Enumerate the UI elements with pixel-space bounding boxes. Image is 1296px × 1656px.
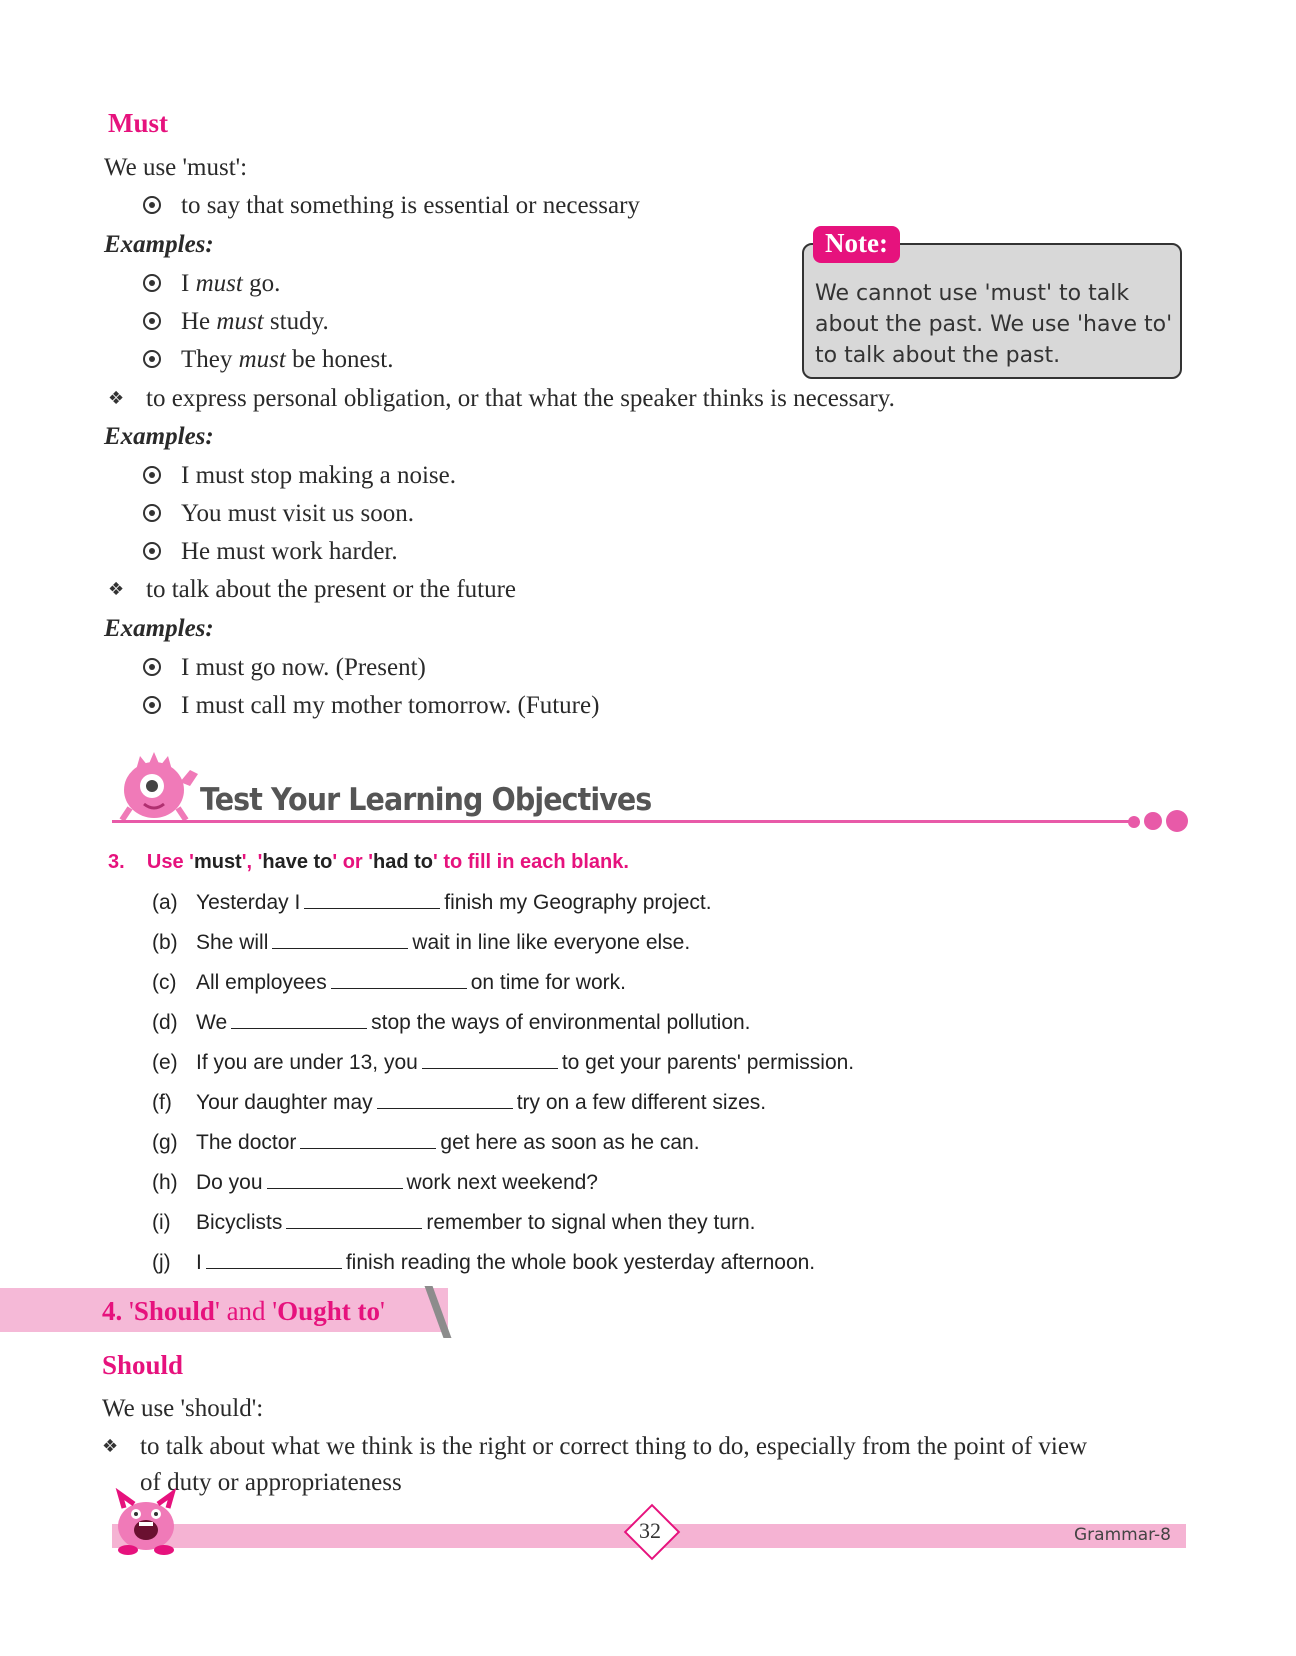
circle-bullet-icon xyxy=(143,196,161,214)
exercise-item: (c) All employees on time for work. xyxy=(152,971,626,994)
examples-label-2: Examples: xyxy=(104,423,214,450)
example-item: They must be honest. xyxy=(143,346,393,374)
example-item: He must work harder. xyxy=(143,538,398,566)
section-title: 4. 'Should' and 'Ought to' xyxy=(102,1296,385,1326)
diamond-bullet-icon: ❖ xyxy=(108,578,125,600)
fill-blank[interactable] xyxy=(272,930,408,949)
must-heading: Must xyxy=(108,108,168,138)
exercise-item: (e) If you are under 13, you to get your parents' permission. xyxy=(152,1051,855,1074)
decor-dot xyxy=(1128,816,1140,828)
exercise-instruction: 3. Use 'must', 'have to' or 'had to' to fill in each blank. xyxy=(108,851,629,873)
example-item: I must call my mother tomorrow. (Future) xyxy=(143,692,599,720)
diamond-bullet-icon: ❖ xyxy=(102,1435,119,1457)
circle-bullet-icon xyxy=(143,466,161,484)
fill-blank[interactable] xyxy=(231,1010,367,1029)
must-intro: We use 'must': xyxy=(104,154,248,181)
exercise-item: (i) Bicyclists remember to signal when they turn. xyxy=(152,1211,756,1234)
should-intro: We use 'should': xyxy=(102,1395,264,1422)
exercise-item: (h) Do you work next weekend? xyxy=(152,1171,598,1194)
should-use-1: ❖ to talk about what we think is the right or correct thing to do, especially from the point of view xyxy=(102,1433,1087,1460)
exercise-item: (g) The doctor get here as soon as he can. xyxy=(152,1131,700,1154)
fill-blank[interactable] xyxy=(331,970,467,989)
should-use-1-cont: of duty or appropriateness xyxy=(140,1469,402,1496)
exercise-item: (j) I finish reading the whole book yesterday afternoon. xyxy=(152,1251,816,1274)
book-title: Grammar-8 xyxy=(1074,1525,1171,1545)
exercise-item: (d) We stop the ways of environmental pollution. xyxy=(152,1011,751,1034)
note-text: We cannot use 'must' to talk about the past. We use 'have to' to talk about the past. xyxy=(815,281,1173,368)
exercise-item: (b) She will wait in line like everyone else. xyxy=(152,931,691,954)
note-tag: Note: xyxy=(813,226,900,263)
test-section-title: Test Your Learning Objectives xyxy=(200,782,652,818)
circle-bullet-icon xyxy=(143,542,161,560)
must-use-2: ❖ to express personal obligation, or that what the speaker thinks is necessary. xyxy=(108,385,895,412)
fill-blank[interactable] xyxy=(422,1050,558,1069)
exercise-item: (a) Yesterday I finish my Geography project. xyxy=(152,891,712,914)
circle-bullet-icon xyxy=(143,274,161,292)
should-heading: Should xyxy=(102,1350,184,1380)
fill-blank[interactable] xyxy=(267,1170,403,1189)
example-item: I must go. xyxy=(143,270,280,298)
pink-monster-mascot-icon xyxy=(118,748,202,824)
circle-bullet-icon xyxy=(143,504,161,522)
circle-bullet-icon xyxy=(143,696,161,714)
fill-blank[interactable] xyxy=(300,1130,436,1149)
example-item: You must visit us soon. xyxy=(143,500,414,528)
circle-bullet-icon xyxy=(143,312,161,330)
example-item: I must stop making a noise. xyxy=(143,462,456,490)
fill-blank[interactable] xyxy=(304,890,440,909)
examples-label-1: Examples: xyxy=(104,231,214,258)
example-item: I must go now. (Present) xyxy=(143,654,426,682)
fill-blank[interactable] xyxy=(377,1090,513,1109)
decor-dot xyxy=(1166,810,1188,832)
divider-line xyxy=(112,820,1132,823)
diamond-bullet-icon: ❖ xyxy=(108,387,125,409)
must-use-3: ❖ to talk about the present or the future xyxy=(108,576,517,603)
fill-blank[interactable] xyxy=(206,1250,342,1269)
circle-bullet-icon xyxy=(143,350,161,368)
example-item: He must study. xyxy=(143,308,329,336)
decor-dot xyxy=(1144,812,1162,830)
must-use-1: to say that something is essential or necessary xyxy=(143,192,640,220)
page-number: 32 xyxy=(639,1518,661,1543)
exercise-item: (f) Your daughter may try on a few different sizes. xyxy=(152,1091,767,1114)
circle-bullet-icon xyxy=(143,658,161,676)
pink-monster-footer-icon xyxy=(108,1488,184,1556)
fill-blank[interactable] xyxy=(286,1210,422,1229)
examples-label-3: Examples: xyxy=(104,615,214,642)
